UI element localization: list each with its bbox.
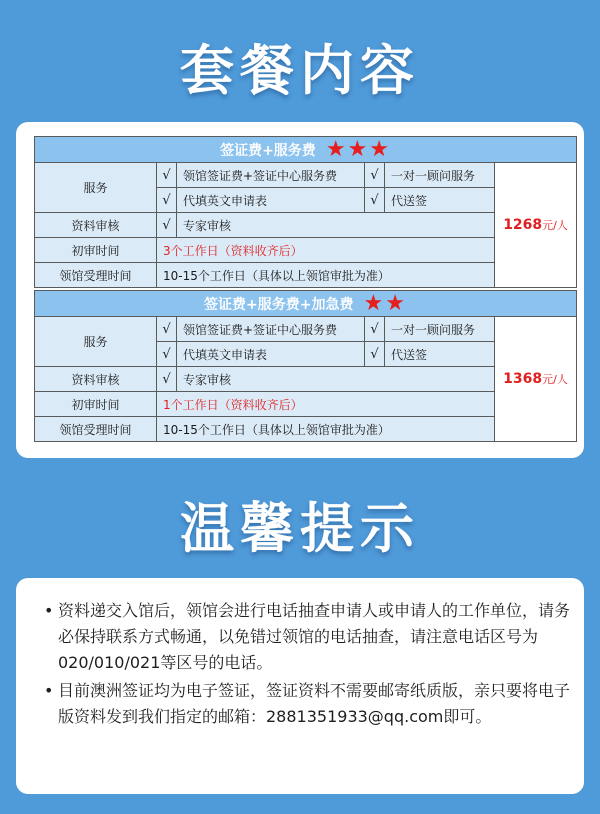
price-unit: 元/人 bbox=[542, 373, 568, 386]
check-icon: √ bbox=[157, 188, 177, 213]
initial-review-label: 初审时间 bbox=[35, 392, 157, 417]
tip-item bbox=[44, 678, 570, 730]
service-label: 服务 bbox=[35, 163, 157, 213]
price-cell bbox=[495, 317, 577, 442]
bullet-icon: • bbox=[44, 681, 54, 700]
consulate-time-label: 领馆受理时间 bbox=[35, 417, 157, 442]
package-table-2 bbox=[34, 290, 577, 442]
check-icon: √ bbox=[365, 317, 385, 342]
bullet-icon: • bbox=[44, 601, 54, 620]
service-item: 代送签 bbox=[385, 342, 495, 367]
price-value: 1268 bbox=[503, 217, 543, 233]
review-value: 专家审核 bbox=[177, 213, 495, 238]
service-item: 一对一顾问服务 bbox=[385, 163, 495, 188]
consulate-time-label: 领馆受理时间 bbox=[35, 263, 157, 288]
service-item: 代送签 bbox=[385, 188, 495, 213]
tips-list bbox=[44, 598, 570, 732]
check-icon: √ bbox=[157, 317, 177, 342]
price-value: 1368 bbox=[503, 371, 543, 387]
service-label: 服务 bbox=[35, 317, 157, 367]
initial-review-label: 初审时间 bbox=[35, 238, 157, 263]
check-icon: √ bbox=[365, 163, 385, 188]
consulate-time-value: 10-15个工作日（具体以上领馆审批为准） bbox=[157, 263, 495, 288]
tips-card bbox=[16, 578, 584, 794]
package-header bbox=[35, 291, 577, 317]
check-icon: √ bbox=[157, 163, 177, 188]
package-card bbox=[16, 122, 584, 458]
check-icon: √ bbox=[157, 367, 177, 392]
initial-review-value: 3个工作日（资料收齐后） bbox=[157, 238, 495, 263]
review-value: 专家审核 bbox=[177, 367, 495, 392]
service-item: 代填英文申请表 bbox=[177, 188, 365, 213]
package-title: 套餐内容 bbox=[180, 39, 420, 102]
package-header-label: 签证费+服务费+加急费 bbox=[204, 297, 354, 313]
tip-text: 资料递交入馆后，领馆会进行电话抽查申请人或申请人的工作单位，请务必保持联系方式畅通，以免错过领馆的电话抽查，请注意电话区号为020/010/021等区号的电话。 bbox=[58, 601, 571, 672]
check-icon: √ bbox=[157, 342, 177, 367]
review-label: 资料审核 bbox=[35, 213, 157, 238]
service-item: 一对一顾问服务 bbox=[385, 317, 495, 342]
review-label: 资料审核 bbox=[35, 367, 157, 392]
service-item: 代填英文申请表 bbox=[177, 342, 365, 367]
service-item: 领馆签证费+签证中心服务费 bbox=[177, 163, 365, 188]
initial-review-value: 1个工作日（资料收齐后） bbox=[157, 392, 495, 417]
consulate-time-value: 10-15个工作日（具体以上领馆审批为准） bbox=[157, 417, 495, 442]
package-header bbox=[35, 137, 577, 163]
star-rating-icon: ★★★ bbox=[325, 137, 391, 162]
tip-item bbox=[44, 598, 570, 676]
package-header-label: 签证费+服务费 bbox=[220, 143, 316, 159]
check-icon: √ bbox=[365, 342, 385, 367]
tip-text: 目前澳洲签证均为电子签证，签证资料不需要邮寄纸质版，亲只要将电子版资料发到我们指定的邮箱：2881351933@qq.com即可。 bbox=[58, 681, 571, 726]
star-rating-icon: ★★ bbox=[363, 291, 407, 316]
tips-title: 温馨提示 bbox=[180, 497, 420, 560]
service-item: 领馆签证费+签证中心服务费 bbox=[177, 317, 365, 342]
price-cell bbox=[495, 163, 577, 288]
price-unit: 元/人 bbox=[542, 219, 568, 232]
package-table-1 bbox=[34, 136, 577, 288]
check-icon: √ bbox=[365, 188, 385, 213]
check-icon: √ bbox=[157, 213, 177, 238]
